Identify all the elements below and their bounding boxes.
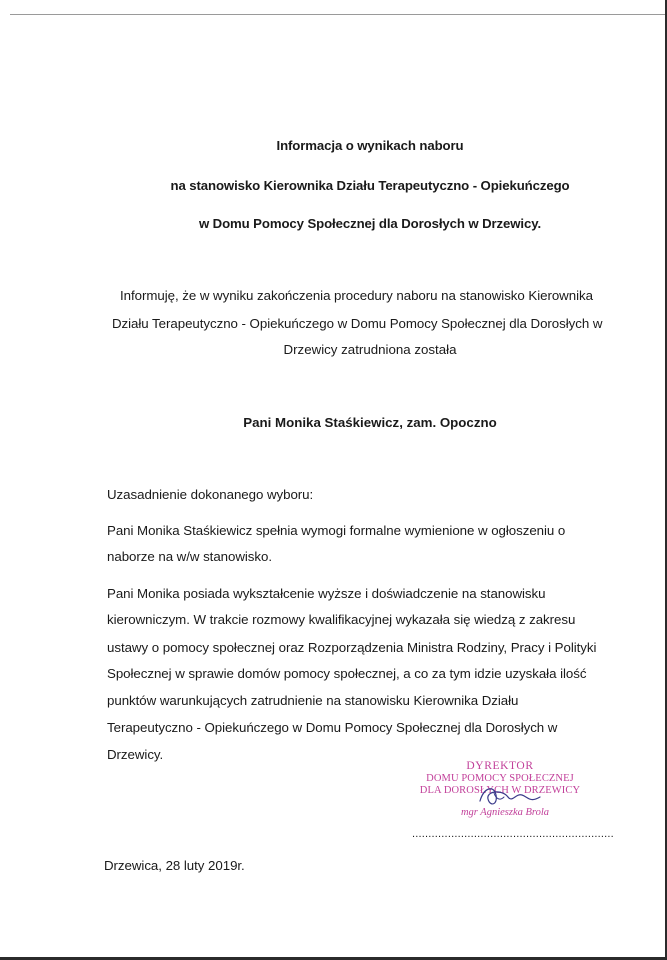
top-border-line <box>10 14 667 15</box>
para2-line-2: kierowniczym. W trakcie rozmowy kwalifikacyjnej wykazała się wiedzą z zakresu <box>107 612 576 627</box>
signature-dotted-line: .............................................................. <box>412 828 614 840</box>
para1-line-1: Pani Monika Staśkiewicz spełnia wymogi formalne wymienione w ogłoszeniu o <box>107 523 566 538</box>
para2-line-5: punktów warunkujących zatrudnienie na stanowisku Kierownika Działu <box>107 693 519 708</box>
para2-line-6: Terapeutyczno - Opiekuńczego w Domu Pomocy Społecznej dla Dorosłych w <box>107 720 558 735</box>
intro-line-1: Informuję, że w wyniku zakończenia procedury naboru na stanowisko Kierownika <box>120 288 593 303</box>
appointee-name: Pani Monika Staśkiewicz, zam. Opoczno <box>243 415 497 430</box>
document-title: Informacja o wynikach naboru <box>276 138 464 153</box>
document-subtitle-position: na stanowisko Kierownika Działu Terapeutyczno - Opiekuńczego <box>170 178 570 193</box>
stamp-title: DYREKTOR <box>466 760 534 772</box>
intro-line-2: Działu Terapeutyczno - Opiekuńczego w Domu Pomocy Społecznej dla Dorosłych w <box>112 316 603 331</box>
intro-line-3: Drzewicy zatrudniona została <box>283 342 457 357</box>
stamp-institution-line-1: DOMU POMOCY SPOŁECZNEJ <box>426 773 574 784</box>
stamp-director-name: mgr Agnieszka Brola <box>460 807 550 818</box>
para1-line-2: naborze na w/w stanowisko. <box>107 549 272 564</box>
place-and-date: Drzewica, 28 luty 2019r. <box>104 858 245 873</box>
document-subtitle-institution: w Domu Pomocy Społecznej dla Dorosłych w Drzewicy. <box>198 216 542 231</box>
para2-line-1: Pani Monika posiada wykształcenie wyższe i doświadczenie na stanowisku <box>107 586 546 601</box>
para2-line-7: Drzewicy. <box>107 747 164 762</box>
justification-title: Uzasadnienie dokonanego wyboru: <box>107 487 314 502</box>
para2-line-3: ustawy o pomocy społecznej oraz Rozporządzenia Ministra Rodziny, Pracy i Polityki <box>107 640 597 655</box>
stamp-institution-line-2: DLA DOROSŁYCH W DRZEWICY <box>419 785 581 796</box>
para2-line-4: Społecznej w sprawie domów pomocy społecznej, a co za tym idzie uzyskała ilość <box>107 666 587 681</box>
handwritten-signature <box>450 775 570 815</box>
